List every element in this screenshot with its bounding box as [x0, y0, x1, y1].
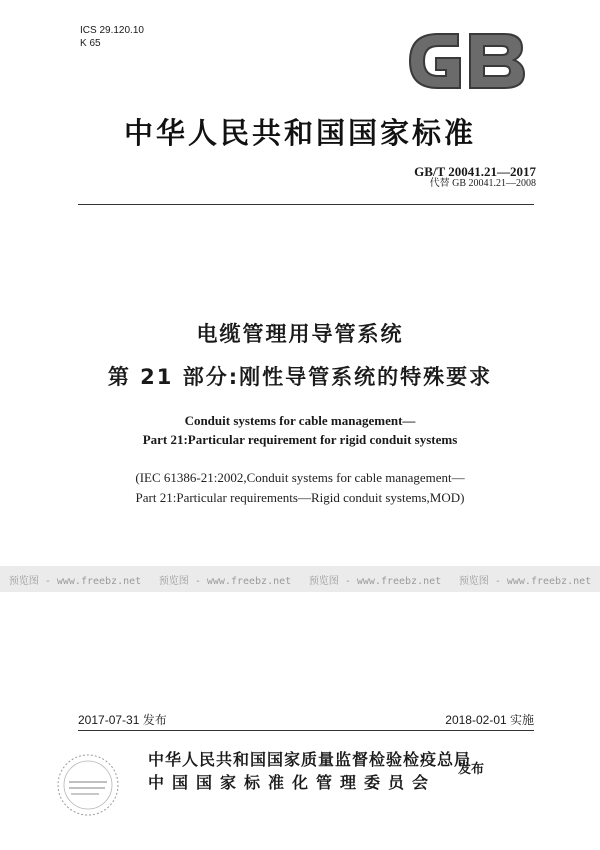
chinese-title-line-2: 第 21 部分:刚性导管系统的特殊要求 — [107, 365, 493, 389]
watermark-band — [0, 566, 600, 592]
ccs-code: K 65 — [80, 38, 101, 49]
watermark-text: 预览图 - www.freebz.net — [458, 575, 592, 587]
publisher-sac: 中国国家标准化管理委员会 — [148, 773, 437, 792]
english-title-line-2: Part 21:Particular requirement for rigid conduit systems — [142, 432, 458, 447]
chinese-title-line-1: 电缆管理用导管系统 — [196, 322, 404, 346]
reference-line-1: (IEC 61386-21:2002,Conduit systems for cable management— — [135, 470, 465, 485]
classification-codes — [80, 24, 144, 50]
watermark-text: 预览图 - www.freebz.net — [158, 575, 292, 587]
national-standard-title: 中华人民共和国国家标准 — [123, 116, 476, 150]
gb-logo — [400, 18, 532, 104]
standard-number: GB/T 20041.21—2017 — [414, 164, 536, 179]
effective-date: 2018-02-01 实施 — [445, 713, 534, 727]
publisher-aqsiq: 中华人民共和国国家质量监督检验检疫总局 — [148, 750, 472, 769]
publish-label: 发布 — [458, 762, 485, 777]
watermark-text: 预览图 - www.freebz.net — [308, 575, 442, 587]
top-divider — [78, 204, 534, 205]
bottom-divider — [78, 730, 534, 731]
watermark-text: 预览图 - www.freebz.net — [8, 575, 142, 587]
ics-code: ICS 29.120.10 — [80, 25, 144, 36]
issue-date: 2017-07-31 发布 — [78, 713, 167, 727]
replaces-standard: 代替 GB 20041.21—2008 — [429, 178, 536, 189]
official-seal-icon — [55, 752, 121, 818]
english-title-line-1: Conduit systems for cable management— — [184, 413, 416, 428]
reference-line-2: Part 21:Particular requirements—Rigid conduit systems,MOD) — [135, 490, 465, 505]
